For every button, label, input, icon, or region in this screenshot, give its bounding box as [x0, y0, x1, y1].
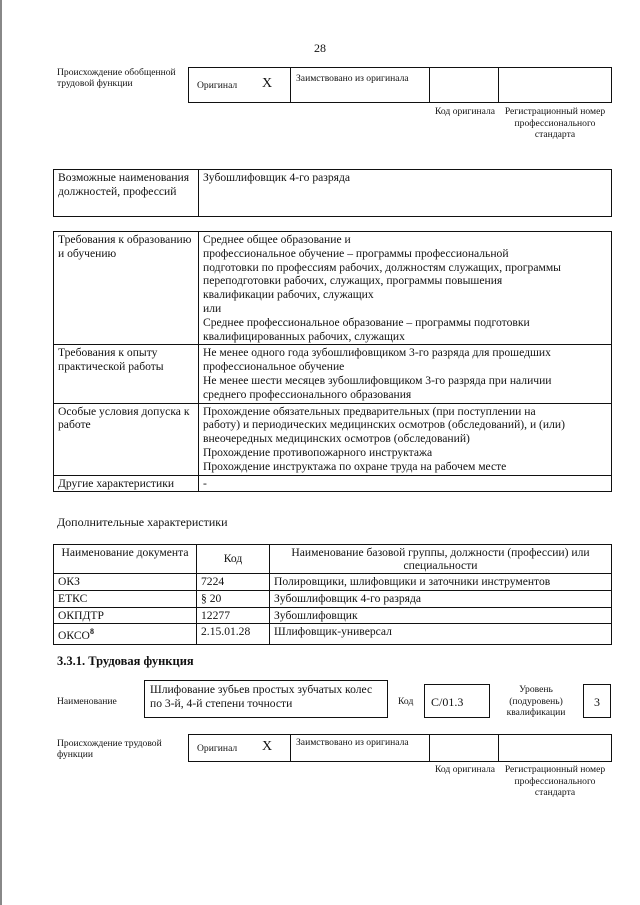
- code-label: Код: [398, 696, 414, 707]
- line: переподготовки рабочих, служащих, программы повышения: [203, 274, 503, 288]
- code-caption: Код оригинала: [434, 764, 496, 775]
- cell-name: Полировщики, шлифовщики и заточники инструментов: [270, 574, 612, 591]
- origin-box: [188, 67, 612, 103]
- line: профессиональное обучение: [203, 360, 345, 374]
- line: Среднее общее образование и: [203, 233, 351, 246]
- cell-doc: [54, 624, 197, 645]
- function-code: C/01.3: [424, 684, 490, 718]
- requirement-label: Требования к образованию и обучению: [54, 232, 199, 345]
- name-label: Наименование: [57, 696, 117, 707]
- cell-name: Зубошлифовщик 4-го разряда: [270, 590, 612, 607]
- cell-code: 12277: [197, 607, 270, 624]
- requirement-label: Другие характеристики: [54, 475, 199, 492]
- original-label: Оригинал: [197, 80, 238, 91]
- header-doc: Наименование документа: [54, 545, 197, 574]
- borrowed-label: Заимствовано из оригинала: [296, 737, 409, 748]
- cell-code: 7224: [197, 574, 270, 591]
- positions-value: Зубошлифовщик 4-го разряда: [199, 170, 612, 217]
- divider: [498, 68, 499, 102]
- cell-doc: ОКПДТР: [54, 607, 197, 624]
- positions-table: [53, 169, 612, 217]
- cell-name: Шлифовщик-универсал: [270, 624, 612, 645]
- reg-caption: Регистрационный номер профессионального стандарта: [504, 106, 606, 140]
- line: -: [203, 476, 207, 490]
- divider: [290, 735, 291, 761]
- requirement-value: [199, 475, 612, 492]
- header-code: Код: [197, 545, 270, 574]
- cell-doc: ЕТКС: [54, 590, 197, 607]
- table-row: [54, 624, 612, 645]
- original-mark: X: [262, 739, 273, 754]
- function-name: Шлифование зубьев простых зубчатых колес по 3-й, 4-й степени точности: [144, 680, 388, 718]
- line: работу) и периодических медицинских осмотров (обследований), и (или): [203, 418, 565, 432]
- section-heading: 3.3.1. Трудовая функция: [57, 654, 194, 668]
- line: Среднее профессиональное образование – программы подготовки: [203, 315, 530, 329]
- level-label: Уровень (подуровень) квалификации: [506, 684, 566, 718]
- table-row: [54, 607, 612, 624]
- cell-code: § 20: [197, 590, 270, 607]
- footnote-mark: 8: [89, 627, 94, 637]
- additional-title: Дополнительные характеристики: [57, 515, 228, 529]
- table-row: [54, 574, 612, 591]
- code-caption: Код оригинала: [434, 106, 496, 117]
- cell-name: Зубошлифовщик: [270, 607, 612, 624]
- origin-label: Происхождение обобщенной трудовой функции: [57, 67, 176, 89]
- origin-label: Происхождение трудовой функции: [57, 738, 162, 760]
- original-mark: X: [262, 76, 273, 91]
- table-header-row: [54, 545, 612, 574]
- borrowed-label: Заимствовано из оригинала: [296, 73, 409, 84]
- line: Прохождение обязательных предварительных (при поступлении на: [203, 404, 536, 418]
- divider: [498, 735, 499, 761]
- line: квалификации рабочих, служащих: [203, 288, 374, 302]
- additional-table: [53, 544, 612, 645]
- line: среднего профессионального образования: [203, 387, 412, 401]
- reg-caption: Регистрационный номер профессионального стандарта: [504, 764, 606, 798]
- line: или: [203, 301, 222, 315]
- requirement-value: [199, 345, 612, 403]
- page-number: 28: [314, 41, 326, 55]
- requirement-row: [54, 475, 612, 492]
- cell-code: 2.15.01.28: [197, 624, 270, 645]
- line: подготовки по профессиям рабочих, должностям служащих, программы: [203, 260, 561, 274]
- origin-box: [188, 734, 612, 762]
- requirement-row: [54, 345, 612, 403]
- requirement-row: [54, 403, 612, 475]
- table-row: [54, 590, 612, 607]
- line: Не менее шести месяцев зубошлифовщиком 3-го разряда при наличии: [203, 373, 552, 387]
- divider: [290, 68, 291, 102]
- positions-label: Возможные наименования должностей, профессий: [54, 170, 199, 217]
- divider: [429, 735, 430, 761]
- requirement-row: [54, 232, 612, 345]
- line: профессиональное обучение – программы профессиональной: [203, 246, 509, 260]
- line: Прохождение противопожарного инструктажа: [203, 445, 433, 459]
- requirements-table: [53, 231, 612, 492]
- line: Прохождение инструктажа по охране труда на рабочем месте: [203, 459, 507, 473]
- line: Не менее одного года зубошлифовщиком 3-го разряда для прошедших: [203, 346, 551, 360]
- okso-label: ОКСО: [58, 629, 90, 643]
- requirement-label: Требования к опыту практической работы: [54, 345, 199, 403]
- divider: [429, 68, 430, 102]
- original-label: Оригинал: [197, 743, 238, 754]
- page-edge: [0, 0, 2, 905]
- line: внеочередных медицинских осмотров (обследований): [203, 432, 470, 446]
- header-name: Наименование базовой группы, должности (профессии) или специальности: [270, 545, 612, 574]
- level-value: 3: [583, 684, 611, 718]
- requirement-value: [199, 403, 612, 475]
- cell-doc: ОКЗ: [54, 574, 197, 591]
- line: квалифицированных рабочих, служащих: [203, 329, 405, 343]
- requirement-label: Особые условия допуска к работе: [54, 403, 199, 475]
- requirement-value: [199, 232, 612, 345]
